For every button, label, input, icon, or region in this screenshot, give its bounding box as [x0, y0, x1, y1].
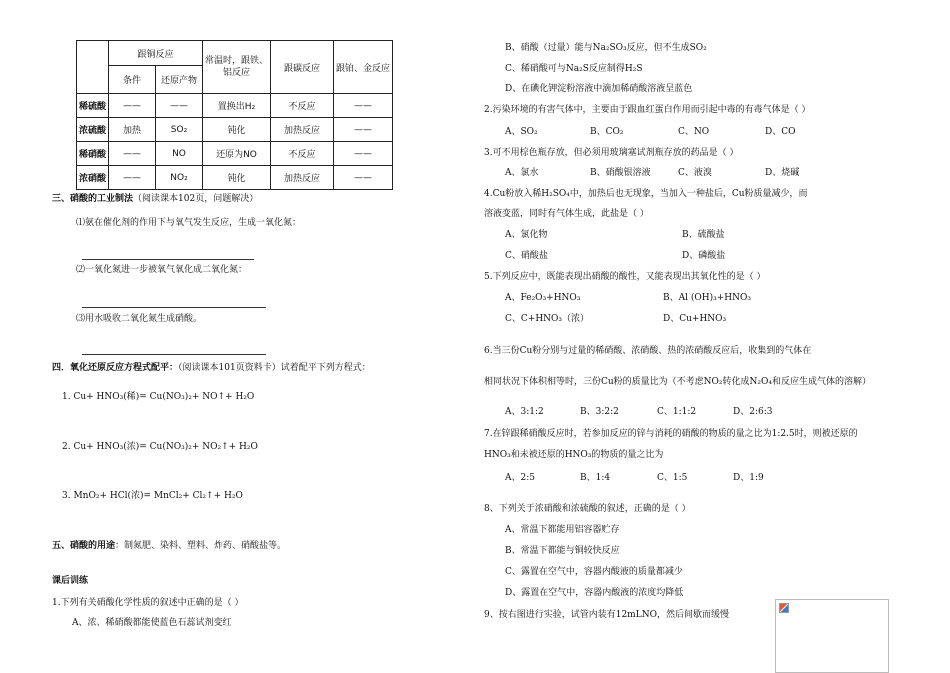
question-3-option: B、硝酸银溶液	[590, 168, 651, 178]
question-6-line2: 相同状况下体积相等时，三份Cu粉的质量比为（不考虑NO₂转化成N₂O₄和反应生成气体的溶解）	[484, 377, 872, 387]
table-cell: 加热反应	[271, 118, 334, 142]
answer-blank-line	[82, 259, 254, 260]
table-cell: SO₂	[156, 118, 203, 142]
question-2-option: D、CO	[765, 127, 796, 137]
table-cell: NO₂	[156, 166, 203, 190]
question-6-line1: 6.当三份Cu粉分别与过量的稀硝酸、浓硝酸、热的浓硝酸反应后，收集到的气体在	[484, 346, 812, 356]
answer-blank-line	[82, 307, 266, 308]
question-2-option: C、NO	[678, 127, 710, 137]
question-7-line1: 7.在锌跟稀硝酸反应时，若参加反应的锌与消耗的硝酸的物质的量之比为1:2.5时，则被还原的	[484, 429, 858, 439]
section3-note: （阅读课本102页，问题解决）	[133, 194, 259, 204]
question-3-option: D、烧碱	[765, 168, 800, 178]
question-2-option: B、CO₂	[590, 127, 624, 137]
section4-title: 四．氧化还原反应方程式配平：	[52, 363, 179, 373]
table-cell: ——	[334, 166, 393, 190]
nitric-acid-comparison-table	[76, 40, 393, 190]
question-7-line2: HNO₃和未被还原的HNO₃的物质的量之比为	[484, 450, 664, 460]
question-7-option: A、2:5	[505, 473, 535, 483]
table-cell: 置换出H₂	[203, 94, 271, 118]
table-row	[77, 94, 393, 118]
question-1-option-c: C、稀硝酸可与Na₂S反应制得H₂S	[505, 64, 643, 74]
question-4-option: D、磷酸盐	[682, 251, 726, 261]
question-3: 3.可不用棕色瓶存放，但必须用玻璃塞试剂瓶存放的药品是（ ）	[484, 148, 739, 158]
header-iron-aluminum: 常温时，跟铁、铝反应	[203, 41, 271, 94]
equation-3: 3. MnO₂+ HCl(浓)= MnCl₂+ Cl₂↑+ H₂O	[62, 491, 243, 501]
header-condition: 条件	[109, 66, 156, 94]
table-cell: 还原为NO	[203, 142, 271, 166]
header-copy-reaction: 跟铜反应	[109, 41, 203, 66]
question-3-option: C、液溴	[678, 168, 712, 178]
header-platinum-gold-reaction: 跟铂、金反应	[334, 41, 393, 94]
section4-note: （阅读课本101页资料卡）试着配平下列方程式：	[178, 363, 371, 373]
question-8-option: D、露置在空气中，容器内酸液的浓度均降低	[505, 588, 684, 598]
question-4-option: A、氯化物	[505, 230, 548, 240]
section3-heading	[52, 193, 258, 205]
question-1-option-d: D、在碘化钾淀粉溶液中滴加稀硝酸溶液呈蓝色	[505, 84, 693, 94]
question-6-option: D、2:6:3	[733, 407, 773, 417]
section3-q3: ⑶用水吸收二氧化氮生成硝酸。	[76, 314, 203, 324]
question-4-option: C、硝酸盐	[505, 251, 548, 261]
answer-blank-line	[82, 354, 266, 355]
question-8-option: C、露置在空气中，容器内酸液的质量都减少	[505, 567, 683, 577]
table-cell: 加热	[109, 118, 156, 142]
table-row	[77, 142, 393, 166]
question-4-line1: 4.Cu粉放入稀H₂SO₄中，加热后也无现象，当加入一种盐后，Cu粉质量减少，而	[484, 189, 808, 199]
question-5-option: A、Fe₂O₃+HNO₃	[505, 293, 581, 303]
table-cell: NO	[156, 142, 203, 166]
question-5-option: B、Al (OH)₃+HNO₃	[663, 293, 751, 303]
row-label: 稀硫酸	[77, 94, 109, 118]
section4-heading	[52, 362, 371, 374]
table-cell: ——	[334, 94, 393, 118]
question-7-option: B、1:4	[580, 473, 611, 483]
table-corner-cell	[77, 41, 109, 94]
table-cell: 钝化	[203, 118, 271, 142]
question-1: 1.下列有关硝酸化学性质的叙述中正确的是（ ）	[52, 598, 244, 608]
section5-text: ：制氮肥、染料、塑料、炸药、硝酸盐等。	[115, 541, 287, 551]
row-label: 稀硝酸	[77, 142, 109, 166]
table-cell: ——	[156, 94, 203, 118]
question-6-option: A、3:1:2	[505, 407, 544, 417]
table-row	[77, 118, 393, 142]
question-5: 5.下列反应中，既能表现出硝酸的酸性，又能表现出其氧化性的是（ ）	[484, 272, 766, 282]
table-cell: ——	[109, 142, 156, 166]
question-6-option: C、1:1:2	[657, 407, 697, 417]
question-8-option: B、常温下都能与铜较快反应	[505, 546, 620, 556]
header-reduction-product: 还原产物	[156, 66, 203, 94]
question-3-option: A、氯水	[505, 168, 539, 178]
question-6-option: B、3:2:2	[580, 407, 619, 417]
broken-image-icon	[779, 603, 789, 613]
equation-2: 2. Cu+ HNO₃(浓)= Cu(NO₃)₂+ NO₂↑+ H₂O	[62, 442, 258, 452]
section3-title: 三、硝酸的工业制法	[52, 194, 134, 204]
experiment-figure-placeholder	[775, 599, 889, 673]
section3-q2: ⑵一氧化氮进一步被氧气氧化成二氧化氮：	[76, 265, 248, 275]
question-8-option: A、常温下都能用铝容器贮存	[505, 525, 620, 535]
practice-title: 课后训练	[52, 576, 89, 586]
row-label: 浓硝酸	[77, 166, 109, 190]
row-label: 浓硫酸	[77, 118, 109, 142]
table-row	[77, 166, 393, 190]
question-7-option: D、1:9	[733, 473, 764, 483]
question-7-option: C、1:5	[657, 473, 688, 483]
section5-title: 五、硝酸的用途	[52, 541, 116, 551]
question-8: 8、下列关于浓硝酸和浓硫酸的叙述，正确的是（ ）	[484, 504, 691, 514]
table-cell: 不反应	[271, 142, 334, 166]
question-4-line2: 溶液变蓝，同时有气体生成，此盐是（ ）	[484, 209, 649, 219]
question-4-option: B、硫酸盐	[682, 230, 725, 240]
question-2: 2.污染环境的有害气体中，主要由于跟血红蛋白作用而引起中毒的有毒气体是（ ）	[484, 105, 811, 115]
table-cell: ——	[109, 94, 156, 118]
question-5-option: D、Cu+HNO₃	[663, 314, 727, 324]
question-5-option: C、C+HNO₃（浓）	[505, 314, 590, 324]
section5-heading	[52, 540, 286, 552]
table-cell: ——	[334, 142, 393, 166]
equation-1: 1. Cu+ HNO₃(稀)= Cu(NO₃)₂+ NO↑+ H₂O	[62, 392, 255, 402]
question-1-option-a: A、浓、稀硝酸都能使蓝色石蕊试剂变红	[72, 618, 232, 628]
question-9: 9、按右图进行实验，试管内装有12mLNO，然后间歇而缓慢	[484, 610, 729, 620]
header-carbon-reaction: 跟碳反应	[271, 41, 334, 94]
table-cell: 不反应	[271, 94, 334, 118]
question-2-option: A、SO₂	[505, 127, 538, 137]
table-cell: 钝化	[203, 166, 271, 190]
table-cell: 加热反应	[271, 166, 334, 190]
section3-q1: ⑴氨在催化剂的作用下与氧气发生反应，生成一氧化氮：	[76, 218, 302, 228]
table-cell: ——	[109, 166, 156, 190]
table-cell: ——	[334, 118, 393, 142]
question-1-option-b: B、硝酸（过量）能与Na₂SO₃反应，但不生成SO₂	[505, 43, 707, 53]
